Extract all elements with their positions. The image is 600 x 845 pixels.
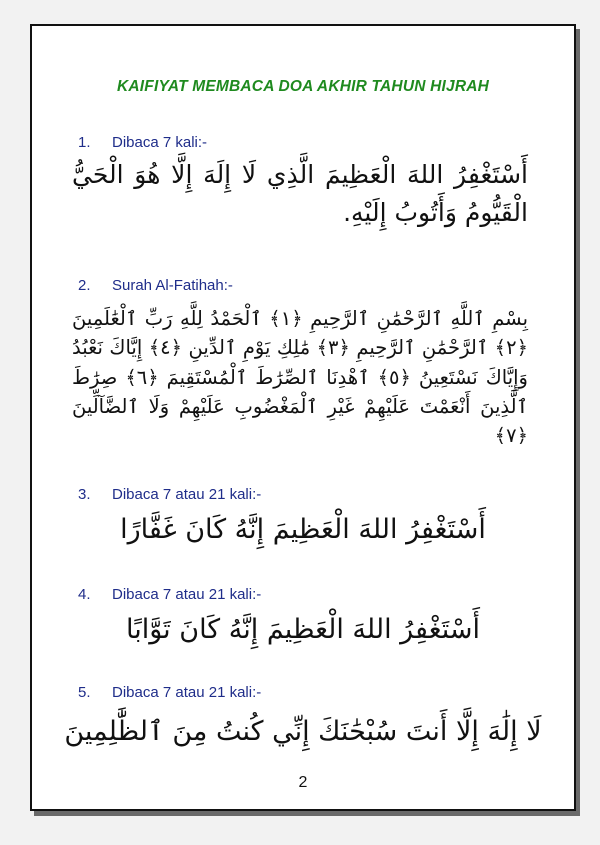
section-1-instruction: Dibaca 7 kali:- [112,134,208,151]
section-2-instruction: Surah Al-Fatihah:- [112,277,233,294]
section-1-number: 1. [78,134,91,151]
section-4-instruction: Dibaca 7 atau 21 kali:- [112,586,262,603]
section-5-number: 5. [78,684,91,701]
section-2-heading [78,277,233,294]
section-3-arabic-text: أَسْتَغْفِرُ اللهَ الْعَظِيمَ إِنَّهُ كَانَ غَفَّارًا [120,514,486,545]
section-4-arabic-text: أَسْتَغْفِرُ اللهَ الْعَظِيمَ إِنَّهُ كَانَ تَوَّابًا [125,614,481,645]
section-3-instruction: Dibaca 7 atau 21 kali:- [112,486,262,503]
section-2-arabic-text: بِسْمِ ٱللَّهِ ٱلرَّحْمَٰنِ ٱلرَّحِيمِ ﴿١﴾ ٱلْحَمْدُ لِلَّهِ رَبِّ ٱلْعَٰلَمِينَ ﴿٢﴾ ٱلرَّحْمَٰنِ ٱلرَّحِيمِ ﴿٣﴾ مَٰلِكِ يَوْمِ ٱلدِّينِ ﴿٤﴾ إِيَّاكَ نَعْبُدُ وَإِيَّاكَ نَسْتَعِينُ ﴿٥﴾ ٱهْدِنَا ٱلصِّرَٰطَ ٱلْمُسْتَقِيمَ ﴿٦﴾ صِرَٰطَ ٱلَّذِينَ أَنْعَمْتَ عَلَيْهِمْ غَيْرِ ٱلْمَغْضُوبِ عَلَيْهِمْ وَلَا ٱلضَّآلِّينَ ﴿٧﴾ [72,307,529,447]
section-5-heading [78,684,261,701]
section-5-arabic-text: لَا إِلَٰهَ إِلَّا أَنتَ سُبْحَٰنَكَ إِنِّي كُنتُ مِنَ ٱلظَّٰلِمِينَ [64,716,542,747]
section-4-number: 4. [78,586,91,603]
page-number: 2 [298,774,308,791]
page-title: KAIFIYAT MEMBACA DOA AKHIR TAHUN HIJRAH [116,78,490,95]
document-page [30,24,576,811]
section-2-number: 2. [78,277,91,294]
section-3-heading [78,486,261,503]
section-3-number: 3. [78,486,91,503]
section-4-heading [78,586,261,603]
section-1-heading [78,134,207,151]
section-1-arabic-text: أَسْتَغْفِرُ اللهَ الْعَظِيمَ الَّذِي لَا إِلَهَ إِلَّا هُوَ الْحَيُّ الْقَيُّومُ وَأَتُوبُ إِلَيْهِ. [72,160,528,227]
section-5-instruction: Dibaca 7 atau 21 kali:- [112,684,262,701]
